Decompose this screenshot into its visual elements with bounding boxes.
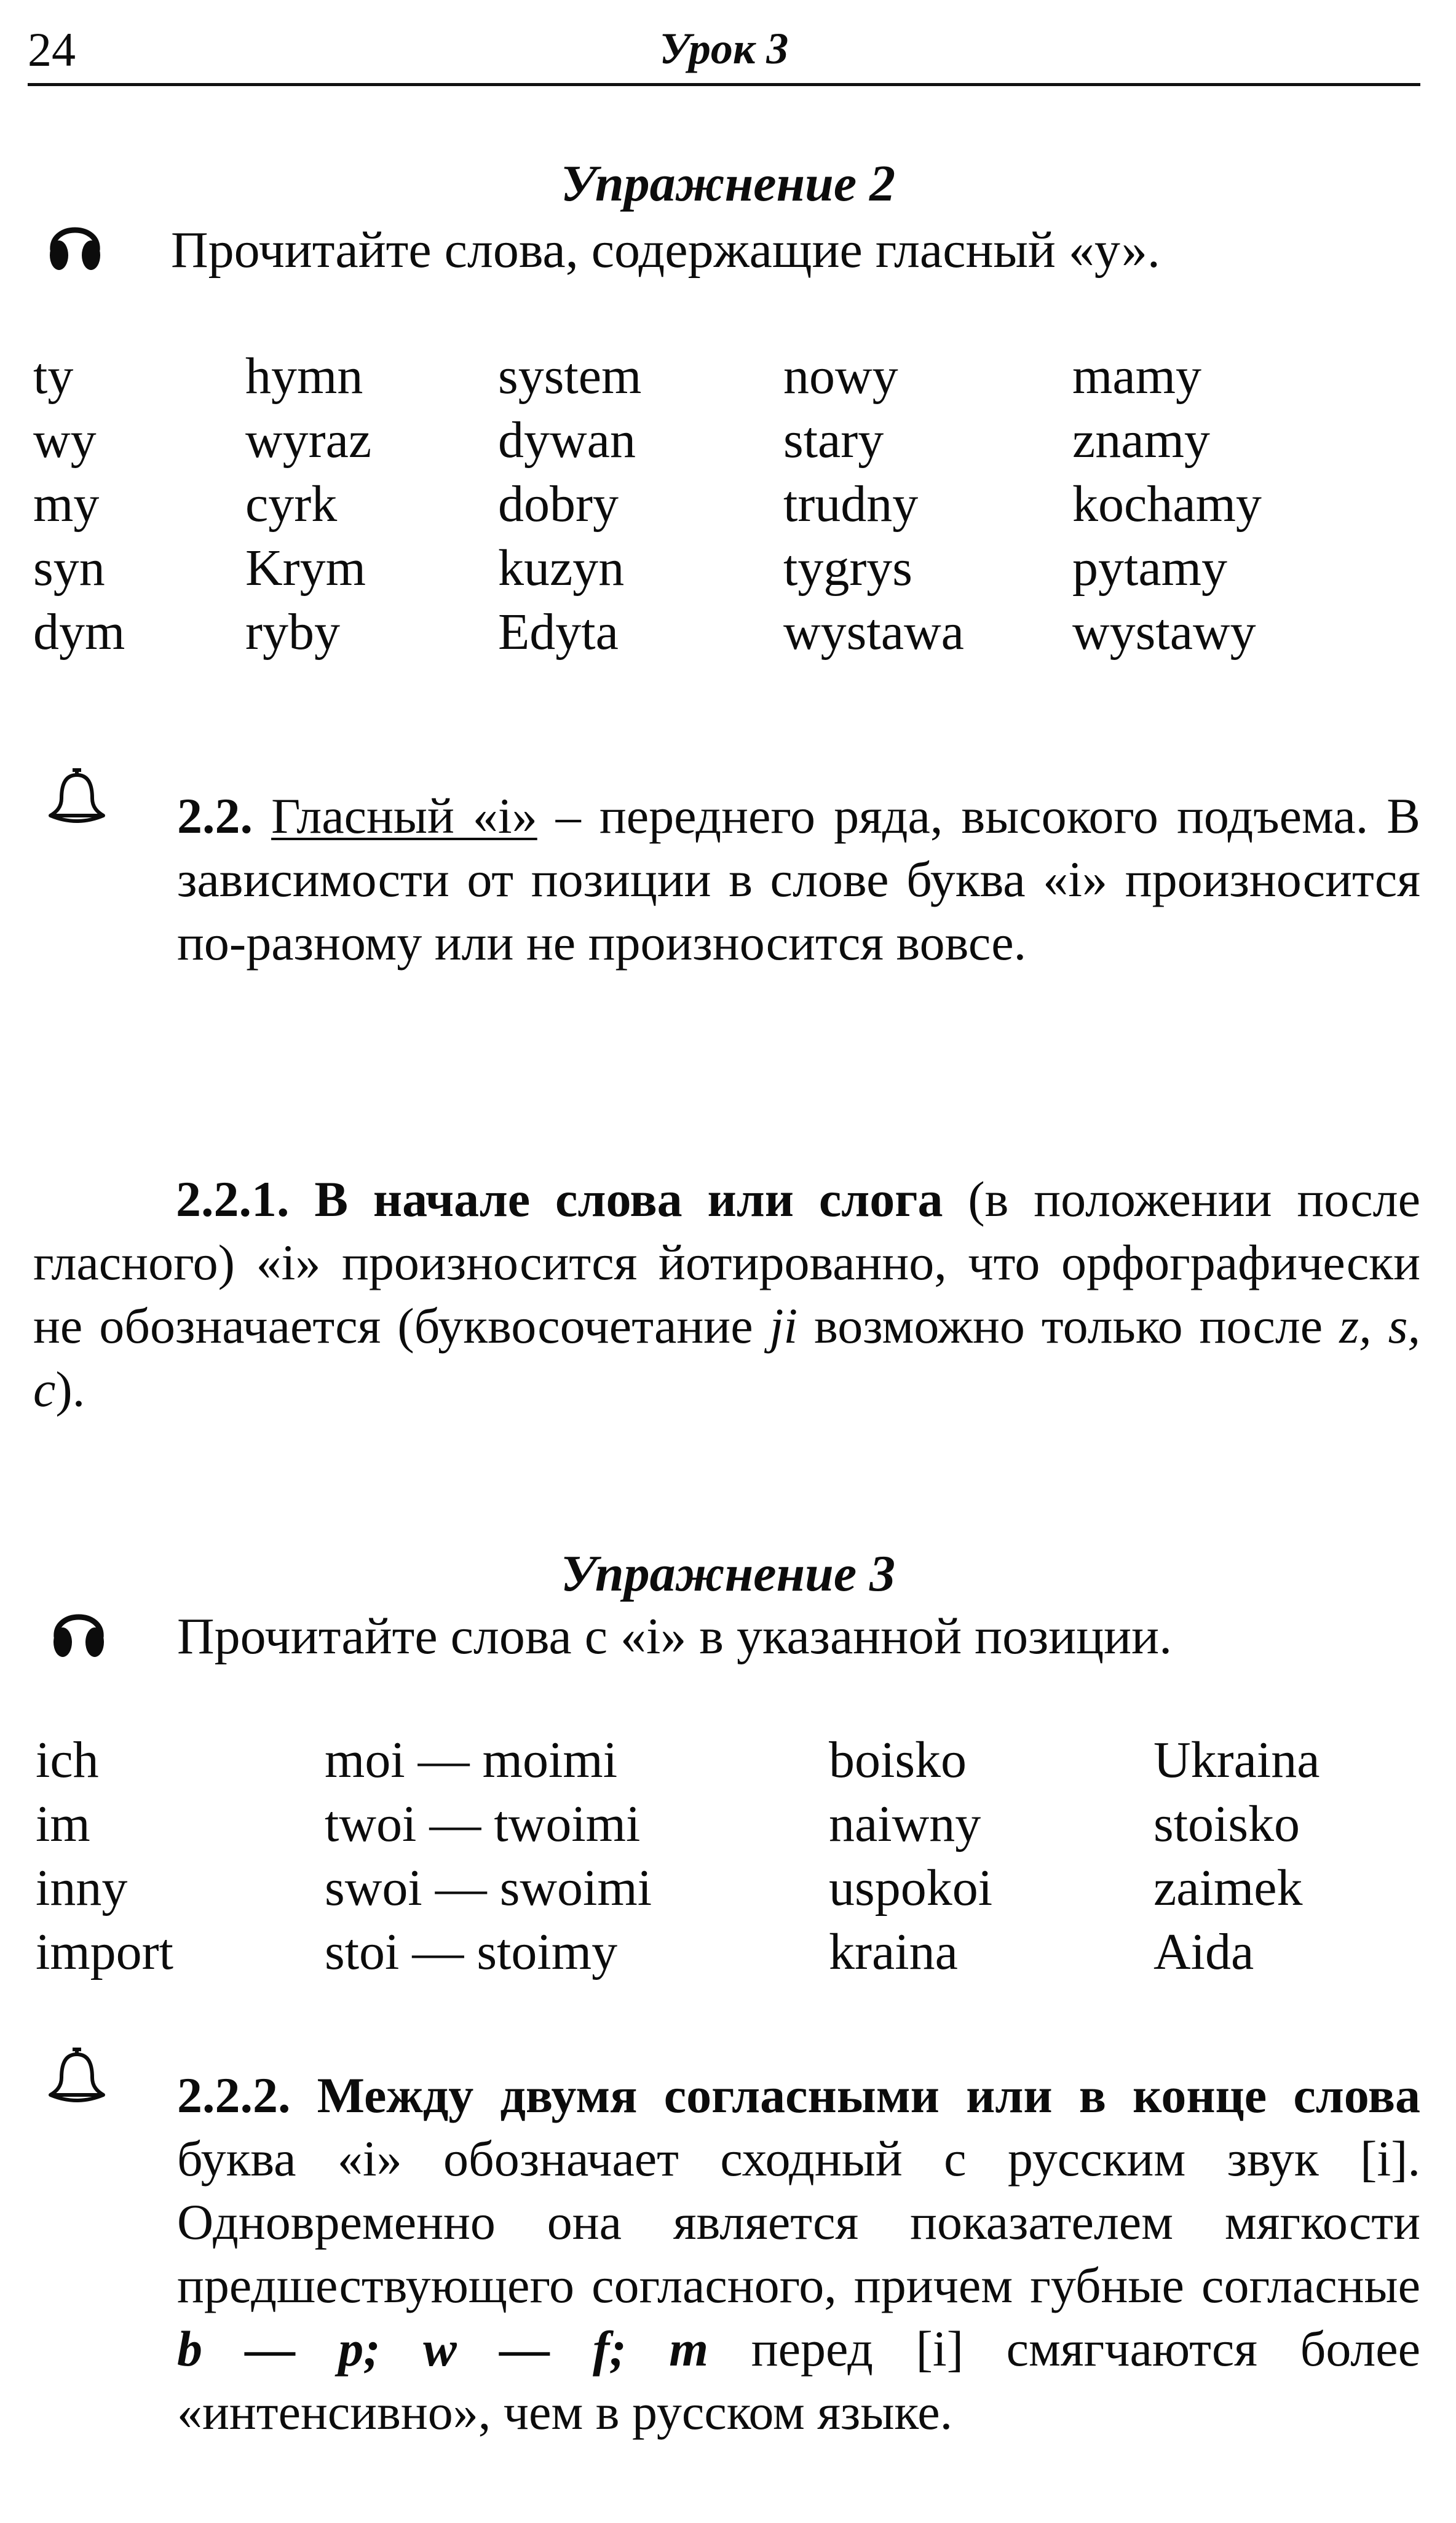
word: uspokoi bbox=[829, 1859, 993, 1917]
word: wy bbox=[33, 411, 97, 469]
word: mamy bbox=[1072, 348, 1201, 405]
section-text: буква «і» обозначает сходный с русским звук [i]. Одновременно она является показателем мягкости предшествующего согласного, причем губные согласные bbox=[177, 2131, 1420, 2313]
section-number: 2.2. bbox=[177, 788, 253, 844]
word: kuzyn bbox=[498, 539, 625, 597]
word: Edyta bbox=[498, 603, 619, 661]
word: stary bbox=[783, 411, 884, 469]
headphones-icon[interactable] bbox=[44, 212, 106, 274]
section-text: (в положении после гласного) «і» произносится йотированно, что орфографически не обозначается (буквосочетание bbox=[33, 1171, 1420, 1354]
word: naiwny bbox=[829, 1795, 981, 1853]
word-column-4 bbox=[1153, 1728, 1456, 1984]
word: dywan bbox=[498, 411, 636, 469]
word: nowy bbox=[783, 348, 898, 405]
exercise-2-instruction: Прочитайте слова, содержащие гласный «у». bbox=[171, 221, 1160, 279]
word: hymn bbox=[245, 348, 363, 405]
word: kraina bbox=[829, 1923, 958, 1981]
word: syn bbox=[33, 539, 105, 597]
word-column-5 bbox=[1072, 344, 1454, 664]
exercise-2-heading: Упражнение 2 bbox=[560, 155, 896, 212]
running-title: Урок 3 bbox=[659, 24, 789, 73]
word: cyrk bbox=[245, 475, 338, 533]
word-pair: twoi — twoimi bbox=[325, 1795, 641, 1853]
word: ryby bbox=[245, 603, 340, 661]
word: dobry bbox=[498, 475, 619, 533]
section-2-2-2-paragraph bbox=[177, 2064, 1420, 2444]
word: Krym bbox=[245, 539, 366, 597]
word-column-2 bbox=[325, 1728, 804, 1984]
word: stoisko bbox=[1153, 1795, 1300, 1853]
section-lead: 2.2.2. Между двумя согласными или в конце слова bbox=[177, 2067, 1420, 2123]
word: im bbox=[36, 1795, 90, 1853]
section-term: Гласный «і» bbox=[271, 788, 537, 844]
word: znamy bbox=[1072, 411, 1210, 469]
word-pair: swoi — swoimi bbox=[325, 1859, 652, 1917]
headphones-icon[interactable] bbox=[48, 1599, 109, 1661]
word: zaimek bbox=[1153, 1859, 1303, 1917]
word: inny bbox=[36, 1859, 128, 1917]
section-text: перед [i] смягчаются более «интенсивно», чем в русском языке. bbox=[177, 2321, 1420, 2440]
section-text: ). bbox=[55, 1361, 85, 1417]
exercise-3-heading: Упражнение 3 bbox=[560, 1545, 896, 1602]
italic-letters: z, s, c bbox=[33, 1298, 1420, 1417]
section-2-2-paragraph bbox=[177, 784, 1420, 974]
section-text: возможно только после bbox=[797, 1298, 1340, 1354]
word: Aida bbox=[1153, 1923, 1254, 1981]
italic-term: ji bbox=[769, 1298, 798, 1354]
word: dym bbox=[33, 603, 125, 661]
word: ich bbox=[36, 1731, 99, 1789]
word: tygrys bbox=[783, 539, 912, 597]
exercise-2-word-table bbox=[33, 344, 1420, 664]
italic-consonant-pairs: b — p; w — f; m bbox=[177, 2321, 709, 2377]
running-header bbox=[28, 18, 1420, 86]
word: wystawy bbox=[1072, 603, 1256, 661]
word: pytamy bbox=[1072, 539, 1227, 597]
page-number: 24 bbox=[28, 23, 76, 76]
word: trudny bbox=[783, 475, 919, 533]
word-pair: moi — moimi bbox=[325, 1731, 618, 1789]
word: kochamy bbox=[1072, 475, 1262, 533]
bell-icon[interactable] bbox=[43, 2042, 111, 2110]
word: my bbox=[33, 475, 100, 533]
word: wystawa bbox=[783, 603, 964, 661]
word: boisko bbox=[829, 1731, 967, 1789]
word: system bbox=[498, 348, 642, 405]
section-text: – переднего ряда, высокого подъема. В зависимости от позиции в слове буква «і» произносится по-разному или не произносится вовсе. bbox=[177, 788, 1421, 971]
word-column-3 bbox=[829, 1728, 1210, 1984]
word: wyraz bbox=[245, 411, 372, 469]
word: Ukraina bbox=[1153, 1731, 1320, 1789]
exercise-3-word-table bbox=[36, 1728, 1420, 1987]
bell-icon[interactable] bbox=[43, 763, 111, 830]
word: ty bbox=[33, 348, 74, 405]
section-2-2-1-paragraph bbox=[33, 1167, 1420, 1421]
exercise-3-instruction: Прочитайте слова с «і» в указанной позиции. bbox=[177, 1608, 1173, 1665]
word-pair: stoi — stoimy bbox=[325, 1923, 618, 1981]
word: import bbox=[36, 1923, 173, 1981]
section-lead: 2.2.1. В начале слова или слога bbox=[176, 1171, 943, 1227]
